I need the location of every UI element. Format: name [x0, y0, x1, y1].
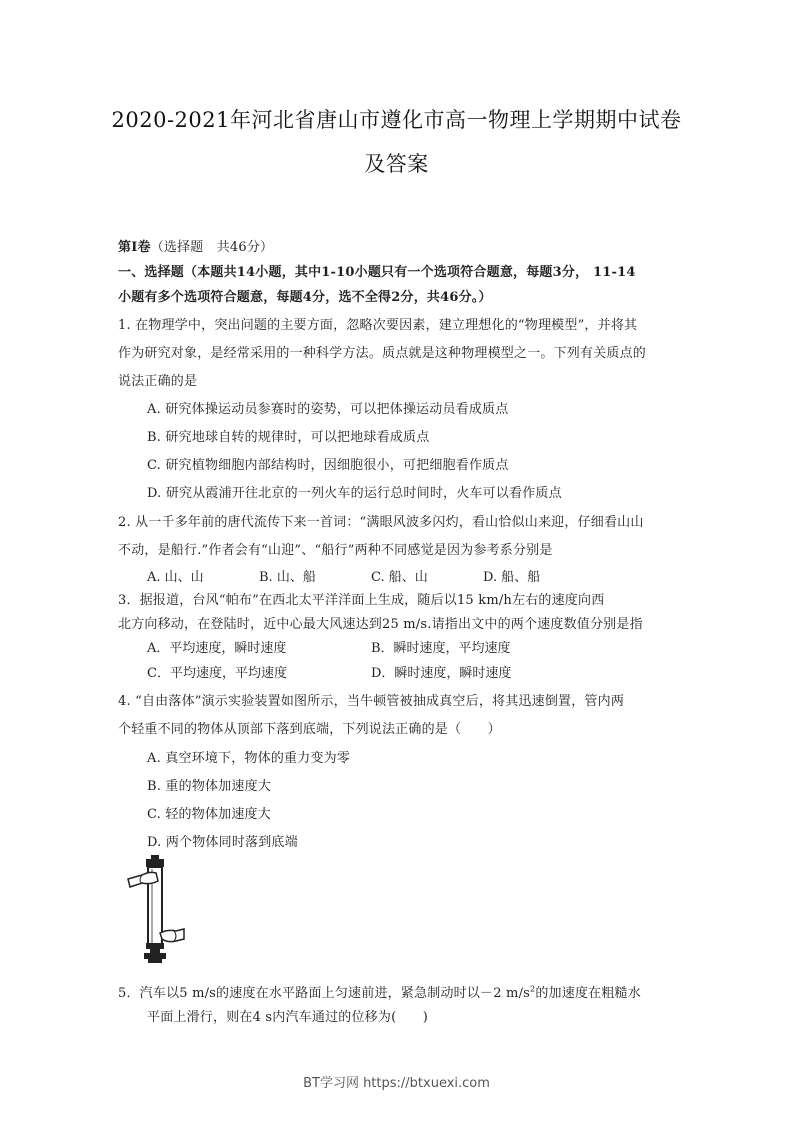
question-1-line-3: 说法正确的是: [118, 374, 198, 389]
question-5-line-2: 平面上滑行，则在4 s内汽车通过的位移为( ): [147, 1010, 429, 1025]
question-3-option-a: A．平均速度，瞬时速度: [147, 641, 287, 656]
question-1-line-2: 作为研究对象，是经常采用的一种科学方法。质点就是这种物理模型之一。下列有关质点的: [118, 346, 647, 361]
question-2-line-2: 不动，是船行.”作者会有“山迎”、“船行”两种不同感觉是因为参考系分别是: [118, 543, 553, 558]
question-4-option-b: B. 重的物体加速度大: [147, 779, 272, 794]
question-5-line-1: [118, 982, 641, 1001]
instructions-line-2: 小题有多个选项符合题意，每题4分，选不全得2分，共46分。）: [118, 290, 492, 305]
question-5-exponent: 2: [530, 984, 536, 994]
question-3-option-d: D．瞬时速度，瞬时速度: [371, 666, 512, 681]
question-5-text-b: 的加速度在粗糙水: [535, 986, 641, 1001]
question-4-option-c: C. 轻的物体加速度大: [147, 807, 271, 822]
section-heading-bold: 第Ⅰ卷: [118, 240, 151, 255]
question-3-option-b: B．瞬时速度，平均速度: [371, 641, 511, 656]
question-4-line-1: 4. “自由落体”演示实验装置如图所示，当牛顿管被抽成真空后，将其迅速倒置，管内两: [118, 694, 625, 709]
instructions-line-1: 一、选择题（本题共14小题，其中1-10小题只有一个选项符合题意，每题3分， 11-14: [118, 265, 636, 280]
footer-watermark: BT学习网 https://btxuexi.com: [303, 1076, 490, 1091]
question-3-option-c: C．平均速度，平均速度: [147, 666, 287, 681]
question-1-option-b: B. 研究地球自转的规律时，可以把地球看成质点: [147, 430, 430, 445]
document-title-line-2: 及答案: [364, 152, 429, 176]
question-2-option-b: B. 山、船: [259, 570, 316, 585]
question-4-option-a: A. 真空环境下，物体的重力变为零: [147, 751, 351, 766]
newton-tube-diagram: [124, 853, 186, 965]
question-1-line-1: 1. 在物理学中，突出问题的主要方面，忽略次要因素，建立理想化的“物理模型”，并将其: [118, 318, 638, 333]
question-1-option-d: D. 研究从霞浦开往北京的一列火车的运行总时间时，火车可以看作质点: [147, 486, 562, 501]
question-2-line-1: 2. 从一千多年前的唐代流传下来一首词：“满眼风波多闪灼，看山恰似山来迎，仔细看山山: [118, 515, 644, 530]
question-3-line-2: 北方向移动，在登陆时，近中心最大风速达到25 m/s.请指出文中的两个速度数值分别是指: [118, 617, 643, 632]
document-title-line-1: 2020-2021年河北省唐山市遵化市高一物理上学期期中试卷: [111, 108, 682, 132]
question-2-option-a: A. 山、山: [147, 570, 204, 585]
newton-tube-icon: [124, 853, 186, 965]
question-1-option-a: A. 研究体操运动员参赛时的姿势，可以把体操运动员看成质点: [147, 402, 509, 417]
section-heading-rest: （选择题 共46分）: [150, 240, 274, 255]
question-2-option-d: D. 船、船: [483, 570, 541, 585]
question-2-option-c: C. 船、山: [371, 570, 428, 585]
question-1-option-c: C. 研究植物细胞内部结构时，因细胞很小，可把细胞看作质点: [147, 458, 509, 473]
question-4-option-d: D. 两个物体同时落到底端: [147, 835, 298, 850]
question-4-line-2: 个轻重不同的物体从顶部下落到底端，下列说法正确的是（ ）: [118, 722, 501, 737]
section-heading: [118, 236, 273, 255]
question-5-text-a: 5．汽车以5 m/s的速度在水平路面上匀速前进，紧急制动时以－2 m/s: [118, 986, 531, 1001]
question-3-line-1: 3．据报道，台风“帕布”在西北太平洋洋面上生成，随后以15 km/h左右的速度向西: [118, 593, 605, 608]
